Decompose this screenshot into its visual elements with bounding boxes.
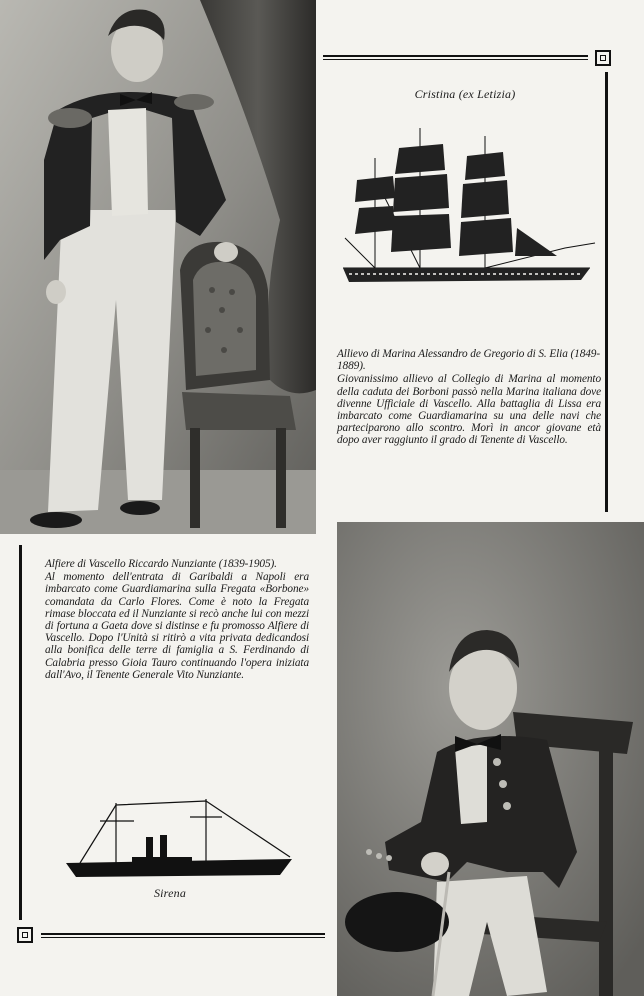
caption-nunziante — [45, 558, 309, 681]
caption-de-gregorio — [337, 348, 601, 447]
caption-nunziante-heading: Alfiere di Vascello Riccardo Nunziante (1839-1905). — [45, 558, 277, 570]
photo-boy-seated — [337, 522, 644, 996]
top-rule — [323, 55, 588, 57]
left-vertical-rule — [19, 545, 22, 920]
boy-portrait-image — [337, 522, 644, 996]
ship-cristina-illustration — [335, 118, 600, 293]
caption-de-gregorio-heading: Allievo di Marina Alessandro de Gregorio di S. Elia (1849-1889). — [337, 348, 600, 373]
ornament-bottom-icon — [17, 927, 33, 943]
right-vertical-rule — [605, 72, 608, 512]
ship-name-cristina: Cristina (ex Letizia) — [414, 87, 516, 101]
ornament-top-icon — [595, 50, 611, 66]
photo-officer-standing — [0, 0, 316, 534]
ship-sirena-illustration — [60, 795, 300, 885]
top-rule-thin — [323, 59, 588, 60]
bottom-rule — [41, 933, 325, 935]
ship-name-sirena: Sirena — [153, 886, 187, 900]
officer-portrait-image — [0, 0, 316, 534]
caption-de-gregorio-body: Giovanissimo allievo al Collegio di Marina al momento della caduta dei Borboni passò nella Marina italiana dove divenne Ufficiale di Vascello. Alla battaglia di Lissa era imbarcato come Guardiamarina su una delle navi che parteciparono allo scontro. Morì in ancor giovane età dopo aver raggiunto il grado di Tenente di Vascello. — [337, 373, 601, 447]
caption-nunziante-body: Al momento dell'entrata di Garibaldi a Napoli era imbarcato come Guardiamarina sulla Fregata «Borbone» comandata da Carlo Flores. Come è noto la Fregata rimase bloccata ed il Nunziante si recò anche lui con mezzi di fortuna a Gaeta dove si distinse e fu promosso Alfiere di Vascello. Dopo l'Unità si ritirò a vita privata dedicandosi alla bonifica delle terre di famiglia a S. Ferdinando di Calabria presso Gioia Tauro continuando l'opera iniziata dall'Avo, il Tenente Generale Vito Nunziante. — [45, 571, 309, 681]
bottom-rule-thin — [41, 937, 325, 938]
